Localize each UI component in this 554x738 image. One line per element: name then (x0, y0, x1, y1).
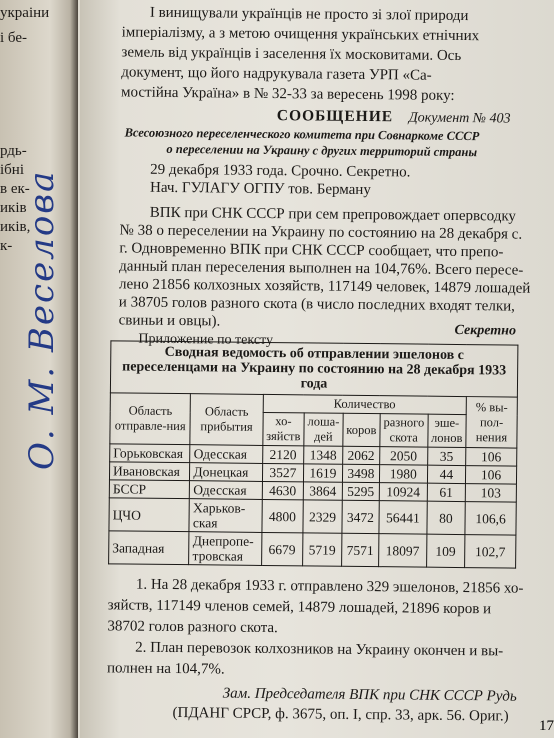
cell-cattle: 18097 (378, 534, 426, 567)
cell-percent: 106 (465, 466, 516, 485)
header-to: Область прибытия (190, 394, 263, 446)
cell-to: Днепропе-тровская (189, 532, 262, 566)
left-fragment: ібні (0, 162, 24, 178)
doc-subtitle: Всесоюзного переселенческого комитета при Совнаркоме СССР (124, 125, 480, 144)
doc-heading: СООБЩЕНИЕ (276, 107, 394, 126)
left-page-edge (0, 0, 78, 738)
cell-to: Харьков-ская (189, 499, 262, 533)
cell-cows: 3498 (342, 464, 379, 482)
cell-cattle: 56441 (379, 501, 427, 534)
doc-body-line: и 38705 голов разного скота (в число последних входят телки, (118, 294, 516, 315)
cell-trains: 80 (427, 501, 466, 534)
doc-dateline: 29 декабря 1933 года. Срочно. Секретно. (150, 161, 411, 181)
book-page (80, 0, 554, 738)
header-horses: лоша-дей (304, 413, 343, 446)
cell-horses: 5719 (303, 533, 342, 566)
signoff: Зам. Председателя ВПК при СНК СССР Рудь (222, 685, 517, 705)
handwritten-signature: О. М. Веселова (22, 169, 62, 470)
summary-table (108, 340, 518, 568)
cell-trains: 109 (426, 534, 465, 567)
doc-body-line: свиньи и овцы). (118, 312, 221, 330)
cell-percent: 102,7 (465, 535, 516, 569)
cell-horses: 1348 (304, 446, 343, 464)
note-line: 1. На 28 декабря 1933 г. отправлено 329 эшелонов, 21856 хо- (135, 576, 524, 597)
intro-line: І винищували українців не просто зі злої природи (149, 4, 469, 25)
note-line: полнен на 104,7%. (106, 660, 225, 678)
archive-source: (ПДАНГ СРСР, ф. 3675, оп. І, спр. 33, арк. 56. Ориг.) (172, 705, 509, 725)
doc-body-line: данный план переселения выполнен на 104,76%. Всего пересе- (119, 258, 524, 279)
left-fragment: в ек- (0, 181, 30, 197)
note-line: 2. План перевозок колхозников на Украину окончен и вы- (135, 639, 504, 660)
doc-body-line: ВПК при СНК СССР при сем препровождает опервсодку (149, 204, 517, 225)
table-caption: Сводная ведомость об отправлении эшелонов с переселенцами на Украину по состоянию на 28 декабря 1933 года (110, 341, 518, 397)
doc-body-line: г. Одновременно ВПК при СНК СССР сообщает, что препо- (119, 240, 504, 261)
doc-appendix: Приложение по тексту (138, 331, 274, 349)
doc-subtitle: о переселении на Украину с других территорий страны (166, 141, 478, 160)
left-fragment: украіни (0, 5, 50, 21)
header-quantity: Количество (263, 394, 466, 414)
left-fragment: иків, (0, 219, 31, 235)
header-cattle: разного скота (380, 414, 428, 447)
cell-cows: 7571 (341, 533, 378, 566)
cell-horses: 3864 (303, 482, 342, 500)
cell-cattle: 1980 (379, 465, 427, 483)
header-households: хо-зяйств (263, 412, 305, 445)
cell-to: Донецкая (190, 463, 262, 482)
cell-percent: 103 (465, 484, 516, 503)
cell-from: Ивановская (109, 462, 190, 481)
cell-cows: 3472 (342, 500, 379, 533)
page-content (80, 0, 554, 725)
cell-cows: 5295 (342, 482, 379, 500)
cell-from: Горьковская (110, 444, 191, 463)
cell-households: 4800 (262, 499, 304, 532)
cell-households: 6679 (261, 532, 303, 565)
doc-body-line: № 38 о переселении на Украину по состоянию на 28 декабря с. (119, 222, 523, 243)
cell-households: 4630 (262, 481, 303, 499)
cell-from: ЦЧО (109, 498, 190, 532)
page-number: 17 (539, 718, 554, 734)
note-line: 38702 голов разного скота. (107, 618, 278, 637)
cell-cattle: 2050 (380, 447, 428, 465)
header-cows: коров (343, 413, 380, 446)
doc-number: Документ № 403 (408, 110, 511, 127)
table-row (109, 531, 516, 568)
cell-cows: 2062 (342, 446, 379, 464)
table-row (109, 498, 516, 535)
cell-to: Одесская (190, 481, 262, 500)
table-caption-row (110, 341, 518, 397)
left-fragment: к- (0, 238, 13, 254)
cell-trains: 35 (427, 447, 466, 465)
cell-from: Западная (109, 531, 190, 565)
cell-horses: 2329 (303, 500, 342, 533)
cell-percent: 106,6 (465, 502, 516, 536)
cell-trains: 61 (427, 483, 466, 501)
intro-line: земель від українців і заселення їх московитами. Ось (121, 44, 462, 64)
intro-line: документ, що його надрукувала газета УРП «Са- (121, 64, 432, 84)
doc-addressee: Нач. ГУЛАГУ ОГПУ тов. Берману (149, 179, 371, 199)
left-fragment: рдь- (0, 143, 27, 159)
cell-households: 3527 (262, 463, 303, 481)
cell-cattle: 10924 (379, 483, 427, 501)
left-fragment: і бе- (0, 30, 28, 46)
cell-from: БССР (109, 480, 190, 499)
cell-households: 2120 (262, 445, 303, 463)
cell-percent: 106 (466, 448, 517, 467)
header-percent: % вы-пол-нения (466, 397, 518, 449)
header-from: Область отправле-ния (110, 393, 191, 445)
cell-to: Одесская (190, 445, 262, 464)
table-header-row (110, 393, 517, 415)
left-fragment: иків (0, 200, 27, 216)
intro-line: імперіалізму, а з метою очищення українських етнічних (121, 24, 480, 45)
doc-body-line: лено 21856 колхозных хозяйств, 117149 человек, 14879 лошадей (118, 276, 531, 297)
secret-stamp-text: Секретно (454, 322, 517, 339)
cell-trains: 44 (427, 465, 466, 483)
cell-horses: 1619 (303, 464, 342, 482)
intro-line: мостійна Україна» в № 32-33 за вересень 1998 року: (120, 84, 455, 104)
header-trains: эше-лонов (427, 414, 466, 447)
note-line: зяйств, 117149 членов семей, 14879 лошадей, 21896 коров и (107, 597, 492, 618)
